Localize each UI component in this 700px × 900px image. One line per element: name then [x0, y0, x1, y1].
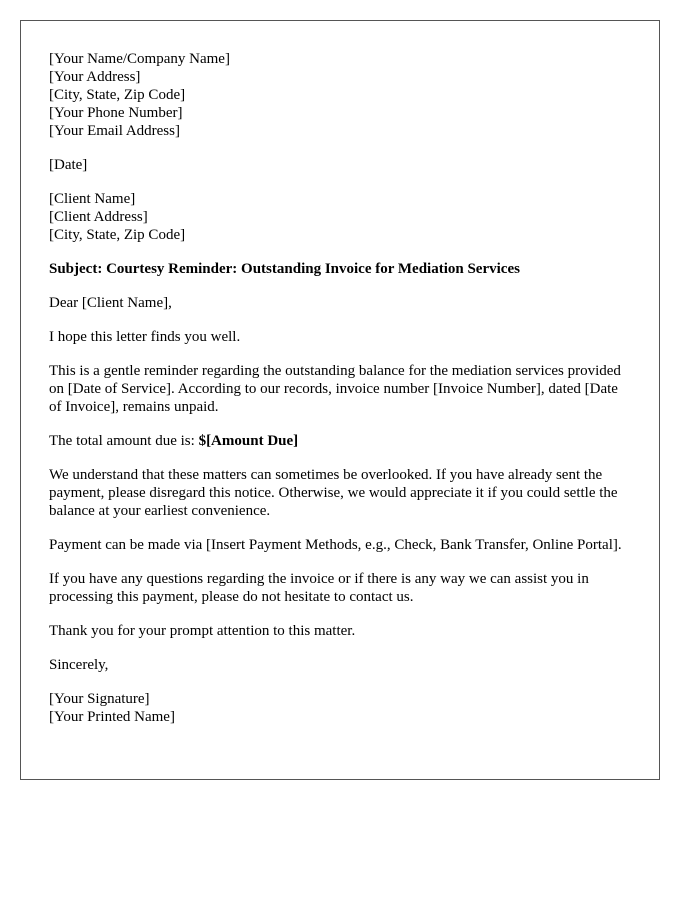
letter-page	[20, 20, 660, 780]
sender-city-state-zip: [City, State, Zip Code]	[49, 87, 186, 103]
closing: Sincerely,	[49, 657, 109, 673]
letter-date: [Date]	[49, 157, 88, 173]
body-paragraph-greeting: I hope this letter finds you well.	[49, 329, 241, 345]
sender-email: [Your Email Address]	[49, 123, 180, 139]
recipient-name: [Client Name]	[49, 191, 136, 207]
sender-address: [Your Address]	[49, 69, 141, 85]
body-paragraph-reminder: This is a gentle reminder regarding the outstanding balance for the mediation services provided on [Date of Service]. According to our records, invoice number [Invoice Number], dated [Date of Invoice], remains unpaid.	[49, 363, 621, 415]
signature-block	[49, 690, 631, 726]
sender-address-block	[49, 50, 631, 140]
salutation: Dear [Client Name],	[49, 295, 172, 311]
total-amount-value: $[Amount Due]	[198, 433, 299, 449]
recipient-address: [Client Address]	[49, 209, 148, 225]
signature-line: [Your Signature]	[49, 691, 150, 707]
letter-subject: Subject: Courtesy Reminder: Outstanding Invoice for Mediation Services	[49, 261, 520, 277]
body-paragraph-thanks: Thank you for your prompt attention to this matter.	[49, 623, 356, 639]
total-amount-label: The total amount due is:	[49, 433, 199, 449]
recipient-city-state-zip: [City, State, Zip Code]	[49, 227, 186, 243]
body-paragraph-questions: If you have any questions regarding the invoice or if there is any way we can assist you in processing this payment, please do not hesitate to contact us.	[49, 571, 589, 605]
sender-phone: [Your Phone Number]	[49, 105, 183, 121]
body-paragraph-overlooked: We understand that these matters can sometimes be overlooked. If you have already sent the payment, please disregard this notice. Otherwise, we would appreciate it if you could settle the balance at your earliest convenience.	[49, 467, 618, 519]
total-amount-line	[49, 432, 631, 450]
sender-name: [Your Name/Company Name]	[49, 51, 230, 67]
recipient-address-block	[49, 190, 631, 244]
printed-name-line: [Your Printed Name]	[49, 709, 175, 725]
body-paragraph-payment-methods: Payment can be made via [Insert Payment Methods, e.g., Check, Bank Transfer, Online Portal].	[49, 537, 622, 553]
